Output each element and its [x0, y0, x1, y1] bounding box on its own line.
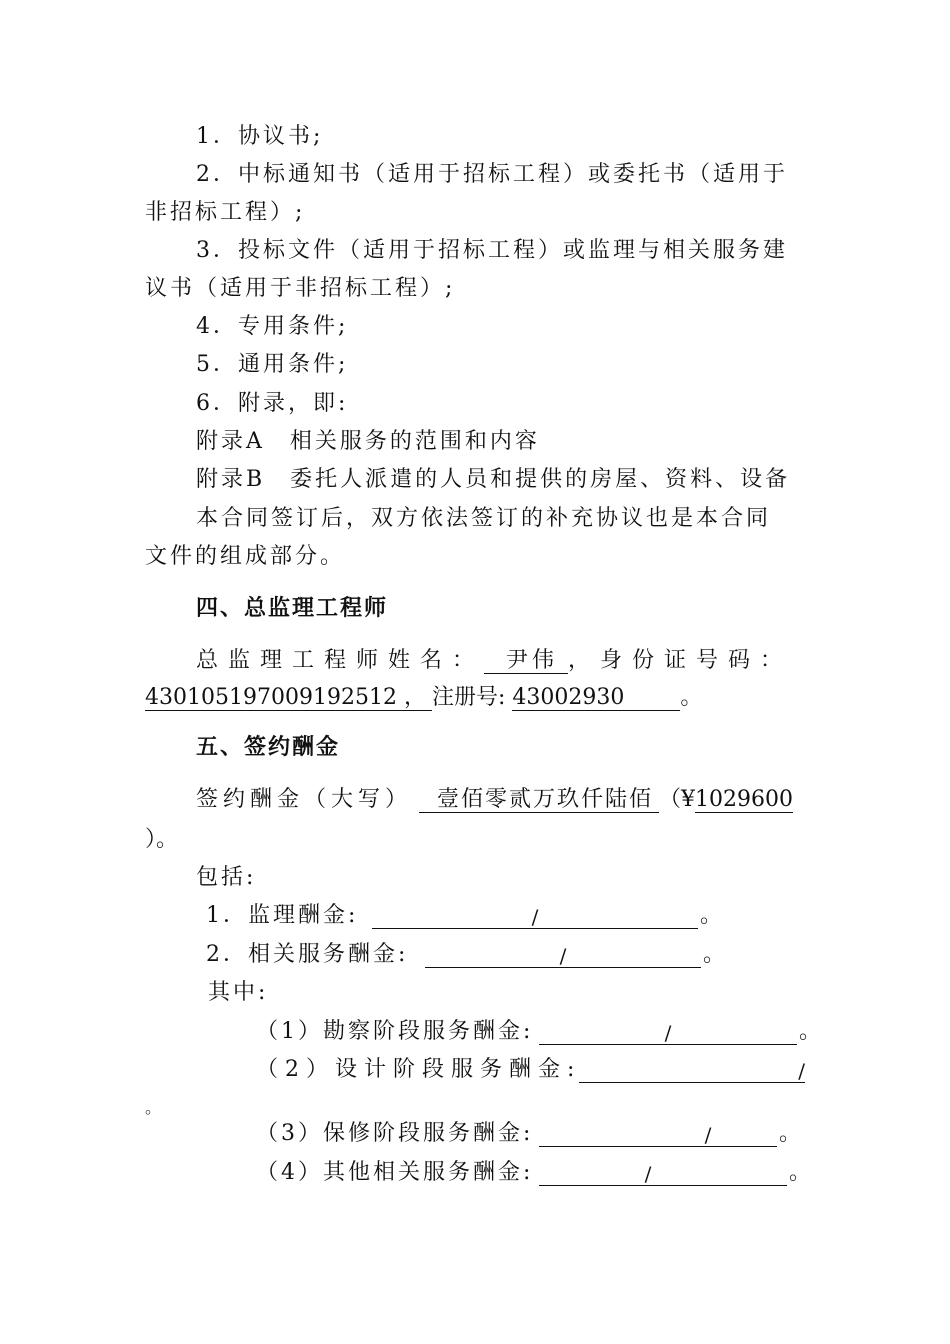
supplement-line-1: 本合同签订后，双方依法签订的补充协议也是本合同	[196, 506, 772, 531]
appendix-a: 附录A 相关服务的范围和内容	[196, 429, 540, 454]
design-fee-blank	[579, 1058, 805, 1083]
period: 。	[799, 1019, 822, 1044]
fee-label: 签约酬金（大写）	[196, 787, 413, 812]
other-fee-label: （4）其他相关服务酬金:	[256, 1160, 534, 1185]
survey-fee-value: /	[664, 1021, 672, 1045]
id-number-value: 430105197009192512 ，	[145, 686, 432, 711]
doc-item-1: 1．协议书;	[196, 124, 324, 149]
service-fee-label: 2．相关服务酬金:	[206, 942, 409, 967]
supplement-line-2: 文件的组成部分。	[145, 544, 346, 569]
supervision-fee-blank	[372, 904, 698, 929]
appendix-b: 附录B 委托人派遣的人员和提供的房屋、资料、设备	[196, 467, 791, 492]
reg-end: 。	[680, 685, 703, 710]
period: 。	[703, 942, 726, 967]
service-fee-value: /	[559, 944, 567, 968]
period: 。	[145, 1098, 162, 1117]
fee-number-value: 1029600	[695, 787, 794, 812]
warranty-fee-value: /	[704, 1123, 712, 1147]
supervision-fee-value: /	[531, 905, 539, 929]
doc-item-4: 4．专用条件;	[196, 314, 349, 339]
supervision-fee-label: 1．监理酬金:	[206, 903, 359, 928]
doc-item-5: 5．通用条件;	[196, 352, 349, 377]
name-value: 尹伟	[484, 649, 568, 674]
design-fee-label: （2）设计阶段服务酬金:	[256, 1057, 582, 1082]
period: 。	[789, 1160, 812, 1185]
warranty-fee-label: （3）保修阶段服务酬金:	[256, 1121, 534, 1146]
service-fee-blank	[425, 943, 701, 968]
design-fee-value: /	[798, 1059, 805, 1083]
id-reg-line	[145, 683, 702, 713]
survey-fee-label: （1）勘察阶段服务酬金:	[256, 1019, 534, 1044]
period: 。	[700, 903, 723, 928]
reg-number-value: 43002930	[512, 686, 680, 711]
id-label: ，身份证号码：	[568, 648, 793, 673]
doc-item-2: 2．中标通知书（适用于招标工程）或委托书（适用于	[196, 162, 788, 187]
fee-close: ）。	[145, 827, 179, 852]
includes-label: 包括:	[196, 865, 257, 890]
other-fee-blank	[539, 1161, 787, 1186]
section-4-heading: 四、总监理工程师	[196, 596, 389, 621]
fee-words-value: 壹佰零贰万玖仟陆佰	[419, 788, 659, 813]
doc-item-6: 6．附录，即:	[196, 391, 349, 416]
reg-label: 注册号:	[431, 685, 506, 710]
warranty-fee-blank	[539, 1122, 777, 1147]
survey-fee-blank	[539, 1020, 797, 1045]
section-5-heading: 五、签约酬金	[196, 735, 341, 760]
doc-item-2-cont: 非招标工程）;	[145, 200, 306, 225]
fee-paren: （¥	[659, 787, 696, 812]
other-fee-value: /	[644, 1162, 652, 1186]
doc-item-3: 3．投标文件（适用于招标工程）或监理与相关服务建	[196, 238, 788, 263]
name-label: 总监理工程师姓名：	[196, 648, 485, 673]
among-label: 其中:	[208, 980, 269, 1005]
period: 。	[779, 1121, 802, 1146]
doc-item-3-cont: 议书（适用于非招标工程）;	[145, 276, 456, 301]
contract-fee-line	[196, 785, 793, 815]
chief-engineer-line	[196, 646, 792, 676]
